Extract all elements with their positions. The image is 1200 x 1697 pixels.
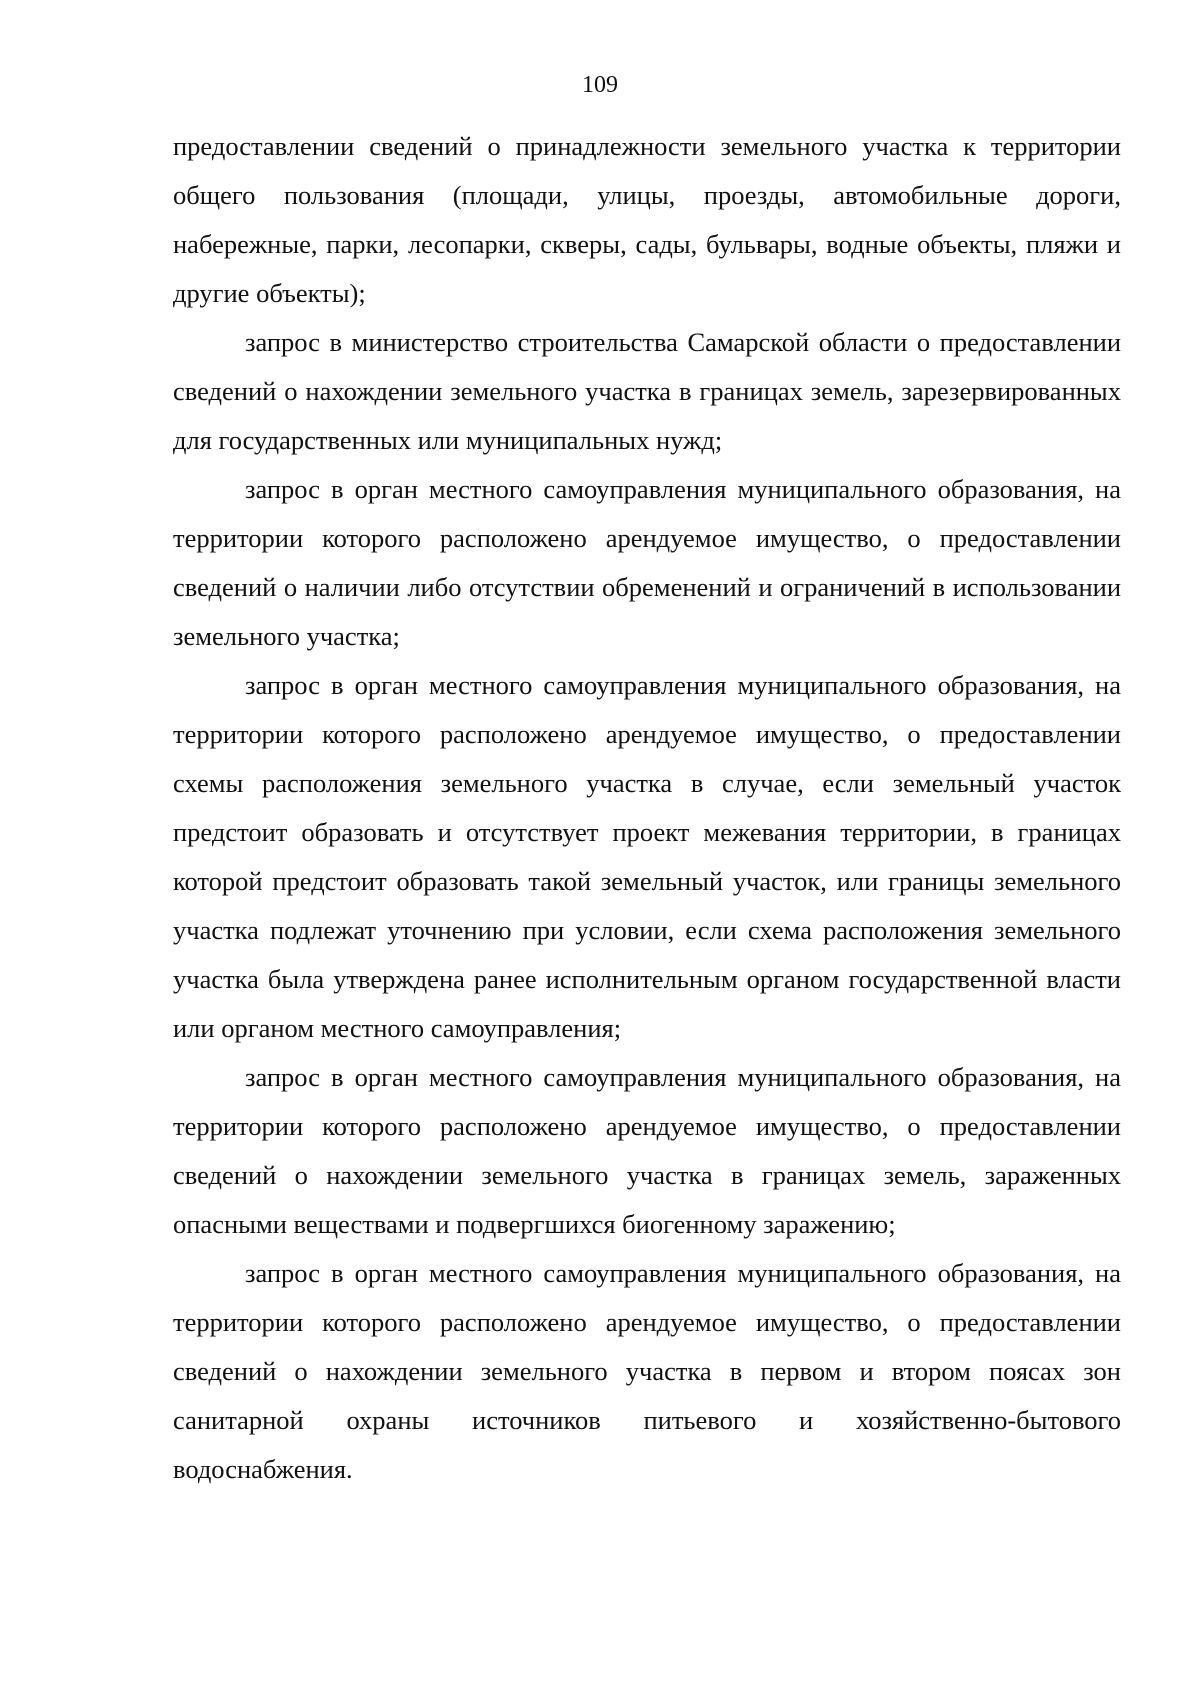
paragraph-ministry-request: запрос в министерство строительства Самарской области о предоставлении сведений о нахождении земельного участка в границах земель, зарезервированных для государственных или муниципальных нужд; bbox=[173, 327, 1121, 455]
paragraph-layout-scheme-request: запрос в орган местного самоуправления муниципального образования, на территории которого расположено арендуемое имущество, о предоставлении схемы расположения земельного участка в случае, если земельный участок предстоит образовать и отсутствует проект межевания территории, в границах которой предстоит образовать такой земельный участок, или границы земельного участка подлежат уточнению при условии, если схема расположения земельного участка была утверждена ранее исполнительным органом государственной власти или органом местного самоуправления; bbox=[173, 670, 1121, 1043]
paragraph-contaminated-land-request: запрос в орган местного самоуправления муниципального образования, на территории которого расположено арендуемое имущество, о предоставлении сведений о нахождении земельного участка в границах земель, зараженных опасными веществами и подвергшихся биогенному заражению; bbox=[173, 1062, 1121, 1239]
paragraph-encumbrances-request: запрос в орган местного самоуправления муниципального образования, на территории которого расположено арендуемое имущество, о предоставлении сведений о наличии либо отсутствии обременений и ограничений в использовании земельного участка; bbox=[173, 474, 1121, 651]
paragraph-territory-common-use: предоставлении сведений о принадлежности земельного участка к территории общего пользования (площади, улицы, проезды, автомобильные дороги, набережные, парки, лесопарки, скверы, сады, бульвары, водные объекты, пляжи и другие объекты); bbox=[173, 131, 1121, 308]
paragraph-sanitary-zones-request: запрос в орган местного самоуправления муниципального образования, на территории которого расположено арендуемое имущество, о предоставлении сведений о нахождении земельного участка в первом и втором поясах зон санитарной охраны источников питьевого и хозяйственно-бытового водоснабжения. bbox=[173, 1258, 1121, 1484]
page-number: 109 bbox=[582, 72, 618, 98]
document-body bbox=[173, 122, 1121, 1494]
